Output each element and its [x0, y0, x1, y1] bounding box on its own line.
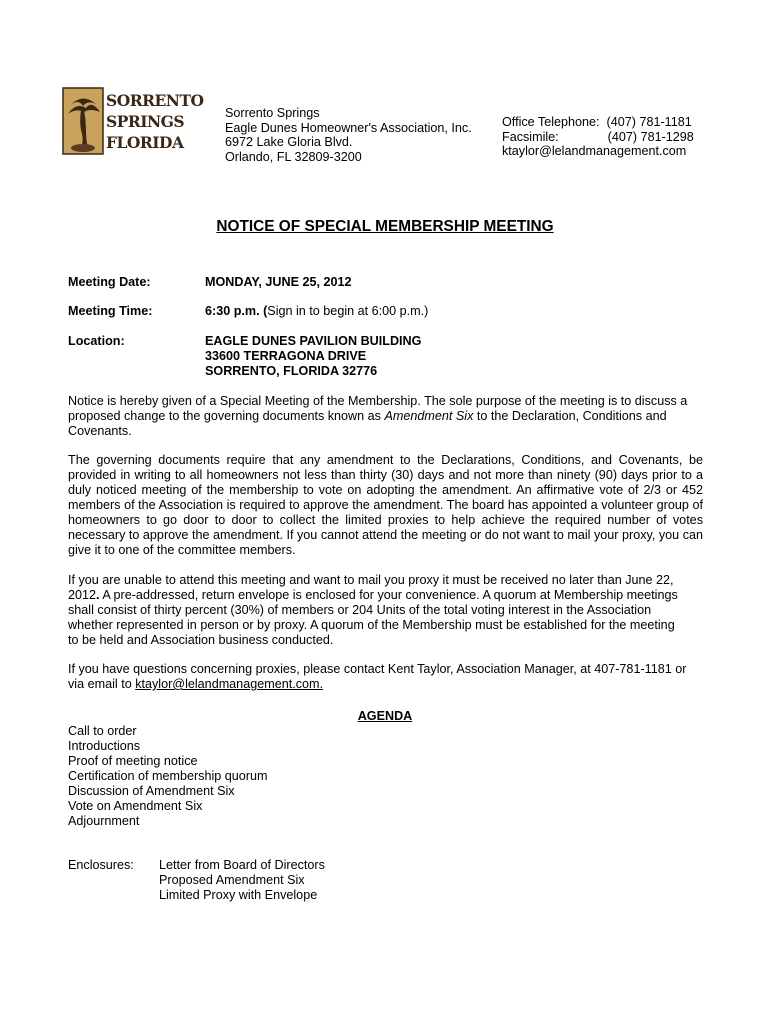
logo-text-line2: SPRINGS — [106, 112, 185, 131]
meeting-time-note: Sign in to begin at 6:00 p.m.) — [267, 304, 429, 318]
notice-text: Notice is hereby given of a Special Meeting of the Membership. The sole purpose of the meeting is to discuss a proposed change to the governing documents known as — [68, 394, 688, 423]
sorrento-springs-logo — [62, 84, 204, 156]
enclosures-label: Enclosures: — [68, 858, 134, 872]
facsimile: Facsimile: (407) 781-1298 — [502, 129, 694, 144]
page-title-text: NOTICE OF SPECIAL MEMBERSHIP MEETING — [216, 218, 554, 235]
proxy-mail-paragraph — [68, 573, 688, 648]
contact-email[interactable]: ktaylor@lelandmanagement.com — [502, 144, 687, 158]
agenda-list — [68, 724, 267, 829]
amendment-six-emphasis: Amendment Six — [384, 409, 474, 423]
enclosure-item: Letter from Board of Directors — [159, 858, 325, 872]
location-line: 33600 TERRAGONA DRIVE — [205, 349, 367, 363]
address-line: Orlando, FL 32809-3200 — [225, 149, 362, 164]
agenda-item: Adjournment — [68, 814, 140, 828]
agenda-item: Discussion of Amendment Six — [68, 784, 235, 798]
office-telephone: Office Telephone: (407) 781-1181 — [502, 115, 692, 129]
agenda-heading — [0, 709, 770, 723]
agenda-item: Certification of membership quorum — [68, 769, 268, 783]
email-link[interactable]: ktaylor@lelandmanagement.com. — [135, 677, 323, 691]
contact-info — [502, 115, 694, 159]
logo-text-line3: FLORIDA — [106, 133, 184, 152]
address-line: 6972 Lake Gloria Blvd. — [225, 135, 353, 149]
meeting-time-label: Meeting Time: — [68, 304, 153, 318]
location-line: EAGLE DUNES PAVILION BUILDING — [205, 334, 422, 348]
meeting-date-label: Meeting Date: — [68, 275, 151, 289]
palm-tree-icon — [62, 84, 204, 156]
logo-text-line1: SORRENTO — [106, 91, 204, 110]
proxy-text-bold: . — [96, 588, 100, 602]
agenda-item: Introductions — [68, 739, 141, 753]
location-line: SORRENTO, FLORIDA 32776 — [205, 364, 378, 378]
agenda-item: Proof of meeting notice — [68, 754, 198, 768]
enclosure-item: Limited Proxy with Envelope — [159, 888, 318, 902]
meeting-date-value: MONDAY, JUNE 25, 2012 — [205, 275, 352, 289]
proxy-text-end: A pre-addressed, return envelope is enclosed for your convenience. A quorum at Membership meetings shall consist of thirty percent (30%) of members or 204 Units of the total voting interest in the Association whether represented in person or by proxy. A quorum of the Membership must be established for the meeting to be held and Association business conducted. — [68, 588, 678, 647]
address-line: Sorrento Springs — [225, 106, 320, 120]
location-label: Location: — [68, 334, 125, 348]
meeting-time-value — [205, 304, 428, 319]
association-address — [225, 106, 472, 164]
questions-paragraph — [68, 662, 698, 692]
questions-text: If you have questions concerning proxies, please contact Kent Taylor, Association Manager, at 407-781-1181 or via email to — [68, 662, 687, 691]
enclosures-list — [159, 858, 325, 903]
meeting-time: 6:30 p.m. ( — [205, 304, 268, 318]
page-title — [0, 218, 770, 236]
notice-text-end: to the Declaration, Conditions and Covenants. — [68, 409, 667, 438]
location-value — [205, 334, 421, 379]
governing-documents-paragraph: The governing documents require that any amendment to the Declarations, Conditions, and Covenants, be provided in writing to all homeowners not less than thirty (30) days and not more than ninety (90) days prior to a duly noticed meeting of the membership to vote on adopting the amendment. An affirmative vote of 2/3 or 452 members of the Association is required to approve the amendment. The board has appointed a volunteer group of homeowners to go door to door to collect the limited proxies to help achieve the required number of votes necessary to approve the amendment. If you cannot attend the meeting or do not want to mail your proxy, you can give it to one of the committee members. — [68, 453, 703, 557]
address-line: Eagle Dunes Homeowner's Association, Inc. — [225, 120, 472, 135]
proxy-text: If you are unable to attend this meeting and want to mail you proxy it must be received no later than June 22, 2012 — [68, 573, 674, 602]
agenda-item: Vote on Amendment Six — [68, 799, 203, 813]
notice-paragraph — [68, 394, 708, 439]
agenda-heading-text: AGENDA — [357, 709, 413, 723]
agenda-item: Call to order — [68, 724, 137, 738]
enclosure-item: Proposed Amendment Six — [159, 873, 305, 887]
